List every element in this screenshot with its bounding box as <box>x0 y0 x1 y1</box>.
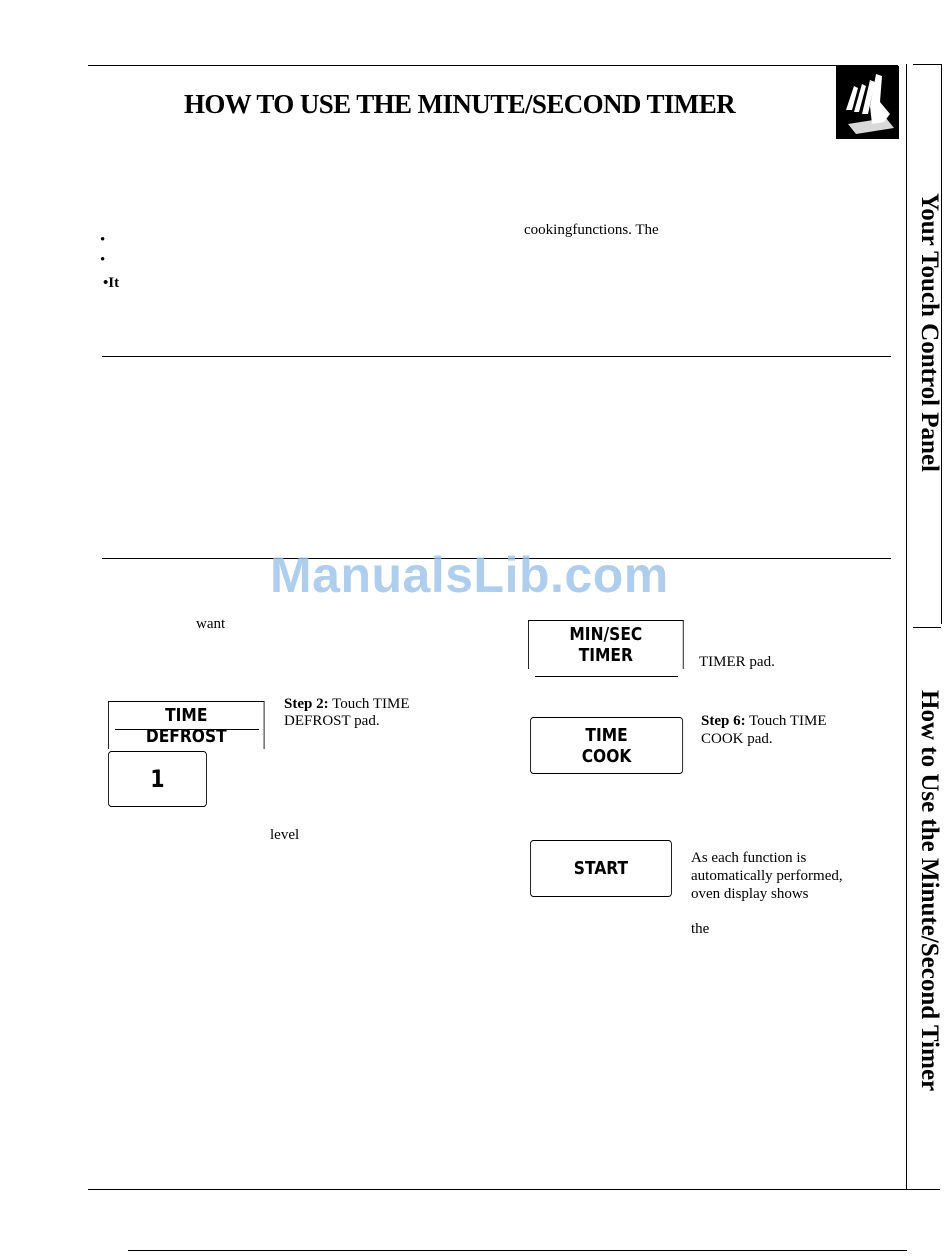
section-rule-1 <box>102 356 891 357</box>
sidebar-label-top: Your Touch Control Panel <box>916 193 943 473</box>
watermark: ManualsLib.com <box>270 547 669 603</box>
step6-text: Step 6: Touch TIME COOK pad. <box>701 713 827 747</box>
time-defrost-underline <box>115 729 259 730</box>
fragment-want: want <box>196 616 226 632</box>
sidebar-mid-tick <box>913 627 941 628</box>
sidebar-rule <box>906 64 907 1189</box>
min-sec-timer-underline <box>535 676 678 677</box>
step2-text: Step 2: Touch TIME DEFROST pad. <box>284 696 410 729</box>
hand-touch-icon <box>836 66 899 139</box>
intro-bullet-3: •It <box>103 275 120 291</box>
fragment-the: the <box>691 921 710 937</box>
intro-fragment-right: cookingfunctions. The <box>524 222 659 238</box>
sidebar-top-tick <box>913 64 941 65</box>
intro-bullet-1: • <box>100 232 106 248</box>
start-description: As each function is automatically performed, oven display shows <box>691 850 843 902</box>
fragment-level: level <box>270 827 300 843</box>
min-sec-timer-pad[interactable]: MIN/SEC TIMER <box>528 620 684 669</box>
start-pad[interactable]: START <box>530 840 672 897</box>
footer-rule <box>128 1250 907 1251</box>
bottom-rule <box>88 1189 940 1190</box>
time-defrost-pad[interactable]: TIME DEFROST <box>108 701 265 749</box>
time-cook-pad[interactable]: TIME COOK <box>530 717 683 774</box>
sidebar-label-bottom: How to Use the Minute/Second Timer <box>916 690 943 1092</box>
number-1-pad[interactable]: 1 <box>108 751 207 807</box>
top-rule <box>88 65 898 66</box>
intro-bullet-2: • <box>100 252 106 268</box>
page-title: HOW TO USE THE MINUTE/SECOND TIMER <box>184 89 736 119</box>
timer-pad-text: TIMER pad. <box>699 654 775 670</box>
